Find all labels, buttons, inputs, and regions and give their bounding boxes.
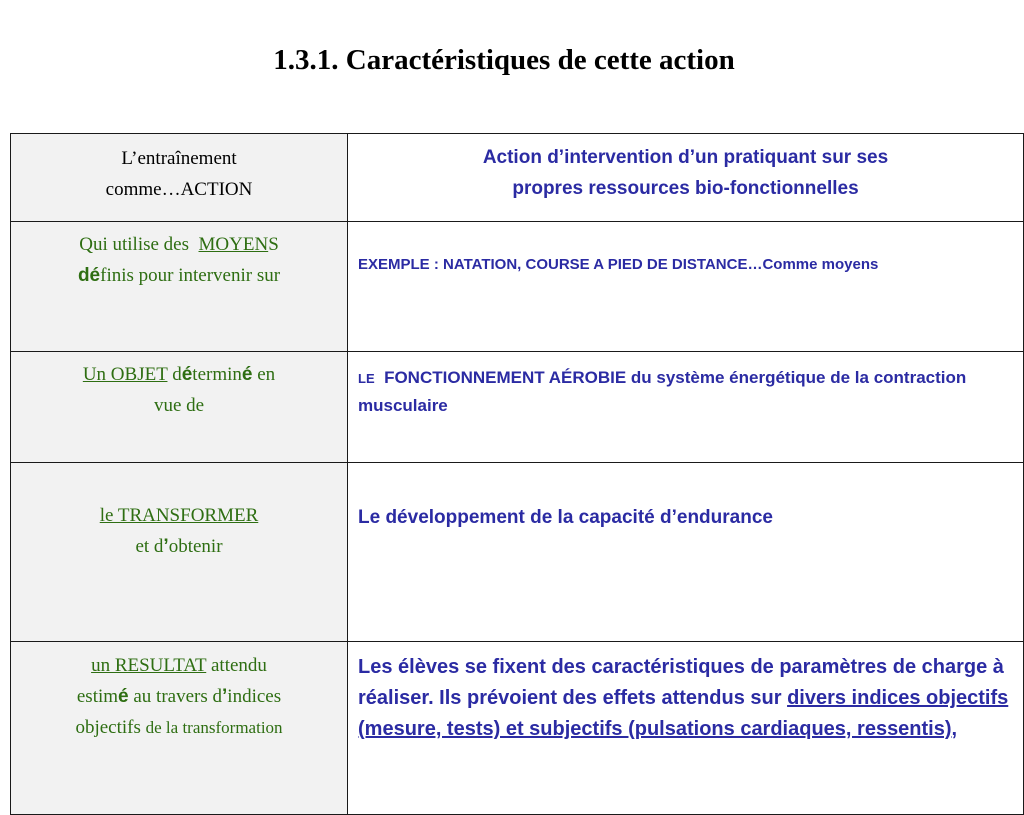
- left-text: attendu: [210, 655, 267, 676]
- table-row: [11, 352, 1024, 463]
- left-text: vue de: [153, 395, 205, 416]
- right-cell: [348, 642, 1024, 815]
- left-cell: [11, 642, 348, 815]
- left-text: estim: [76, 686, 119, 707]
- left-text: ’: [222, 686, 228, 707]
- right-cell: [348, 134, 1024, 222]
- left-text: obtenir: [168, 536, 223, 557]
- left-text: objectifs: [75, 717, 141, 738]
- left-cell: [11, 352, 348, 463]
- left-keyword: le TRANSFORMER: [99, 505, 259, 526]
- right-text: Les élèves se fixent des caractéristiques de paramètres de charge à réaliser. Ils prévoient des effets attendus sur: [358, 656, 1004, 709]
- table-row: [11, 463, 1024, 642]
- left-text: é: [181, 364, 193, 385]
- left-cell: [11, 134, 348, 222]
- right-text: Le développement de la capacité d’endurance: [358, 507, 773, 528]
- characteristics-table: [10, 133, 1024, 815]
- left-text: é: [118, 686, 129, 707]
- left-text: é: [89, 265, 101, 286]
- right-cell: [348, 352, 1024, 463]
- table-row: [11, 222, 1024, 352]
- left-keyword: un RESULTAT: [91, 655, 207, 676]
- left-text: é: [241, 364, 253, 385]
- left-text: d: [77, 265, 90, 286]
- right-prefix: LE: [358, 371, 375, 386]
- table-row: [11, 642, 1024, 815]
- left-keyword: MOYEN: [198, 234, 269, 255]
- right-underlined-text: divers indices objectifs (mesure, tests) et subjectifs (pulsations cardiaques, ressentis),: [358, 687, 1009, 740]
- left-text: ’: [163, 536, 169, 557]
- right-cell: [348, 463, 1024, 642]
- right-line: propres ressources bio-fonctionnelles: [512, 178, 859, 199]
- left-text: en: [257, 364, 276, 385]
- left-text: d: [172, 364, 182, 385]
- left-cell: [11, 463, 348, 642]
- left-line: comme…ACTION: [105, 179, 253, 200]
- page-title: 1.3.1. Caractéristiques de cette action: [273, 44, 735, 76]
- left-text: finis pour intervenir sur: [100, 265, 281, 286]
- left-text: et d: [135, 536, 164, 557]
- right-line: Action d’intervention d’un pratiquant sur ses: [482, 147, 889, 168]
- table-row: [11, 134, 1024, 222]
- right-cell: [348, 222, 1024, 352]
- left-cell: [11, 222, 348, 352]
- right-text: EXEMPLE : NATATION, COURSE A PIED DE DISTANCE…Comme moyens: [358, 256, 879, 273]
- left-text: au travers d: [133, 686, 223, 707]
- left-text: de la transformation: [145, 718, 283, 737]
- left-text: indices: [227, 686, 282, 707]
- left-keyword: Un OBJET: [82, 364, 168, 385]
- left-text: S: [268, 234, 279, 255]
- left-text: Qui utilise des: [79, 234, 190, 255]
- right-text: FONCTIONNEMENT AÉROBIE du système énergétique de la contraction musculaire: [358, 368, 967, 415]
- left-text: termin: [192, 364, 242, 385]
- left-line: L’entraînement: [121, 148, 237, 169]
